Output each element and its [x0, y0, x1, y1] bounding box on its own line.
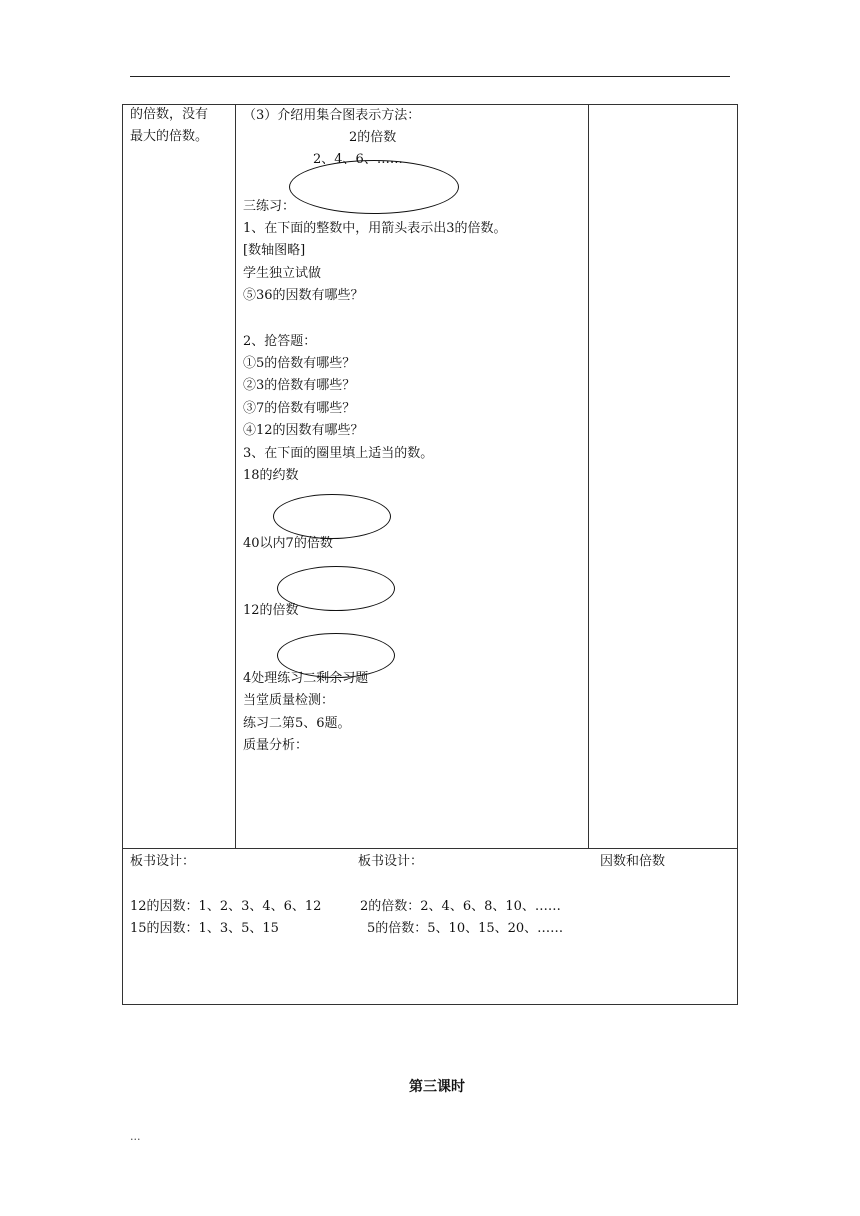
circle-label-1: 18的约数	[243, 468, 299, 483]
board-row-2-right: 5的倍数：5、10、15、20、……	[367, 921, 564, 936]
board-design-label-left: 板书设计：	[130, 854, 196, 869]
board-row-1-right: 2的倍数：2、4、6、8、10、……	[360, 899, 561, 914]
question-3: 3、在下面的圈里填上适当的数。	[243, 446, 434, 461]
footer-mark: ...	[130, 1130, 141, 1143]
quick-answer-1: ①5的倍数有哪些？	[243, 356, 356, 371]
question-2-title: 2、抢答题：	[243, 334, 317, 349]
table-border-left	[122, 104, 123, 1005]
table-col-divider-2	[588, 104, 589, 848]
circle-label-3: 12的倍数	[243, 603, 299, 618]
intro-text: （3）介绍用集合图表示方法：	[243, 108, 421, 123]
quick-answer-3: ③7的倍数有哪些？	[243, 401, 356, 416]
quality-analysis: 质量分析：	[243, 738, 309, 753]
table-border-right	[737, 104, 738, 1005]
quick-answer-2: ②3的倍数有哪些？	[243, 378, 356, 393]
board-design-label-mid: 板书设计：	[358, 854, 424, 869]
left-line-2: 最大的倍数。	[130, 129, 209, 144]
set-values: 2、4、6、……	[313, 152, 403, 167]
table-row-divider	[122, 848, 738, 849]
set-diagram-ellipse	[289, 160, 459, 214]
question-4: 4处理练习二剩余习题	[243, 671, 369, 686]
set-title: 2的倍数	[349, 130, 397, 145]
header-rule	[130, 76, 730, 77]
middle-column	[243, 105, 583, 845]
quality-check: 当堂质量检测：	[243, 693, 335, 708]
question-1-note: [数轴图略]	[243, 243, 306, 258]
circle-label-2: 40以内7的倍数	[243, 536, 333, 551]
table-col-divider-1	[235, 104, 236, 848]
question-36-factors: ⑤36的因数有哪些？	[243, 288, 364, 303]
quick-answer-4: ④12的因数有哪些？	[243, 423, 364, 438]
board-row-2-left: 15的因数：1、3、5、15	[130, 921, 279, 936]
question-1: 1、在下面的整数中，用箭头表示出3的倍数。	[243, 221, 507, 236]
practice-title: 三练习：	[243, 199, 296, 214]
left-column	[130, 104, 232, 164]
board-row-1-left: 12的因数：1、2、3、4、6、12	[130, 899, 322, 914]
section-heading: 第三课时	[409, 1079, 465, 1095]
exercise-reference: 练习二第5、6题。	[243, 716, 351, 731]
left-line-1: 的倍数，没有	[130, 107, 209, 122]
student-try: 学生独立试做	[243, 266, 322, 281]
board-design-topic: 因数和倍数	[600, 854, 666, 869]
table-border-bottom	[122, 1004, 738, 1005]
